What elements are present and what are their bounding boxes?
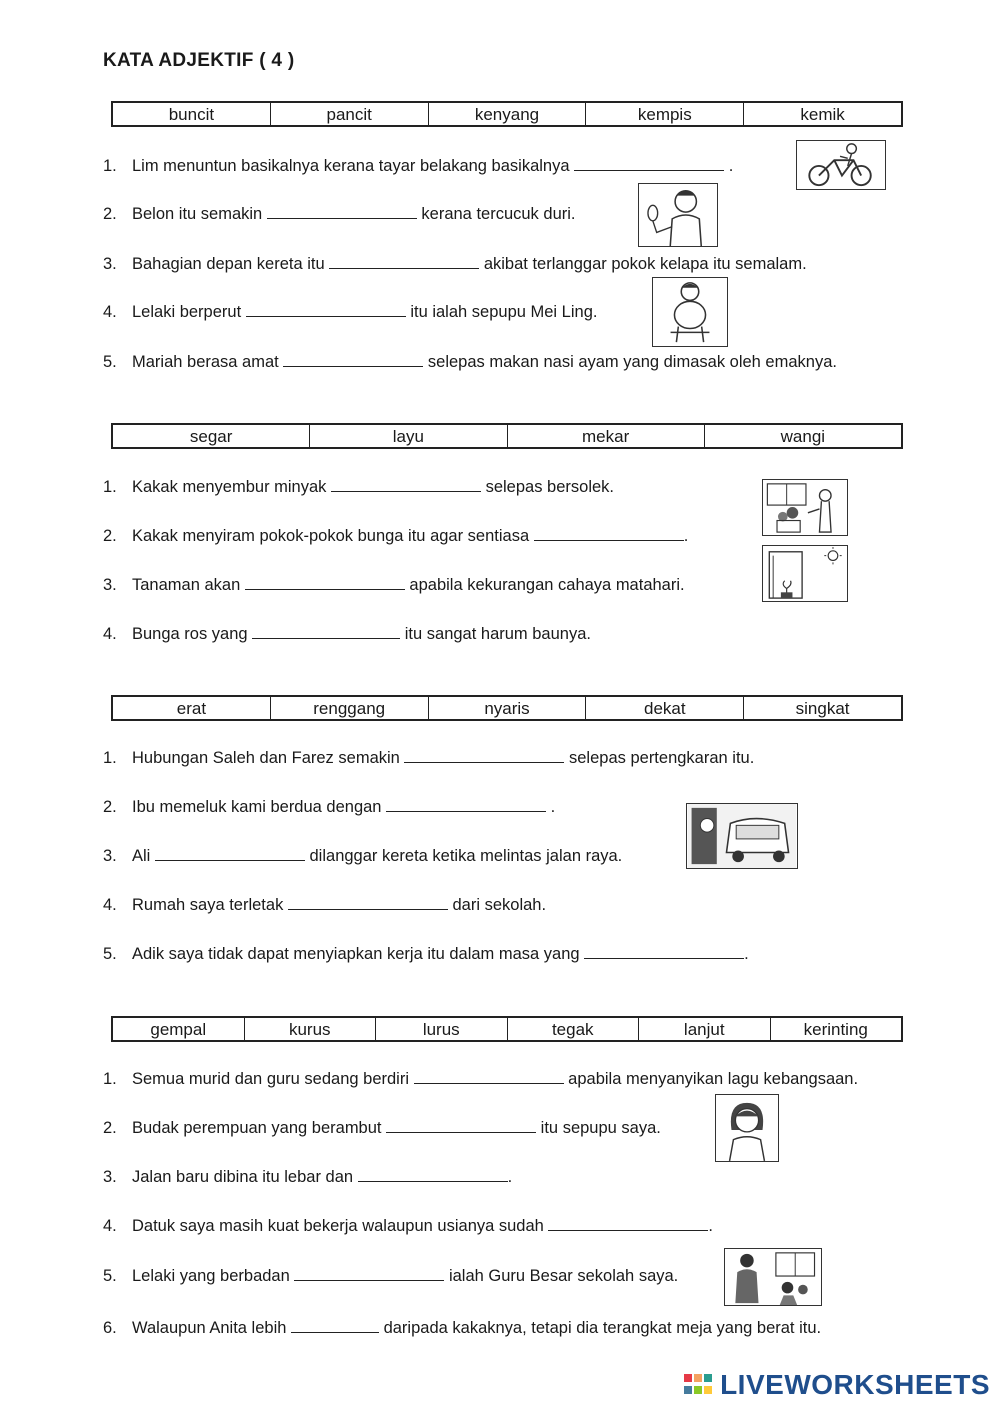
answer-blank[interactable] (291, 1318, 379, 1333)
word-bank-word: kemik (800, 105, 845, 124)
question: 3. Bahagian depan kereta itu akibat terlanggar pokok kelapa itu semalam. (103, 255, 807, 273)
answer-blank[interactable] (283, 352, 423, 367)
question: 1. Hubungan Saleh dan Farez semakin selepas pertengkaran itu. (103, 749, 755, 767)
question: 2. Budak perempuan yang berambut itu sepupu saya. (103, 1119, 661, 1137)
question: 4. Bunga ros yang itu sangat harum baunya. (103, 625, 591, 643)
liveworksheets-logo (682, 1369, 990, 1401)
liveworksheets-logo-icon (682, 1370, 716, 1400)
question: 2. Ibu memeluk kami berdua dengan . (103, 798, 556, 816)
answer-blank[interactable] (574, 156, 724, 171)
word-bank-word: buncit (113, 103, 271, 125)
fat-man-illustration (652, 277, 728, 347)
car-accident-illustration (686, 803, 798, 869)
word-bank-word: lurus (376, 1018, 508, 1040)
question: 4. Lelaki berperut itu ialah sepupu Mei Ling. (103, 303, 598, 321)
question: 1. Lim menuntun basikalnya kerana tayar belakang basikalnya . (103, 157, 734, 175)
answer-blank[interactable] (358, 1167, 508, 1182)
answer-blank[interactable] (245, 575, 405, 590)
question: 5. Lelaki yang berbadan ialah Guru Besar sekolah saya. (103, 1267, 679, 1285)
word-bank-word: dekat (586, 697, 744, 719)
answer-blank[interactable] (584, 944, 744, 959)
answer-blank[interactable] (404, 748, 564, 763)
question: 3. Tanaman akan apabila kekurangan cahaya matahari. (103, 576, 685, 594)
word-bank-word: layu (310, 425, 507, 447)
question: 4. Rumah saya terletak dari sekolah. (103, 896, 547, 914)
headmaster-illustration (724, 1248, 822, 1306)
boy-balloon-illustration (638, 183, 718, 247)
word-bank-word: pancit (271, 103, 429, 125)
word-bank-word: nyaris (429, 697, 587, 719)
question: 6. Walaupun Anita lebih daripada kakaknya, tetapi dia terangkat meja yang berat itu. (103, 1319, 822, 1337)
word-bank-word: gempal (113, 1018, 245, 1040)
answer-blank[interactable] (267, 204, 417, 219)
word-bank-word: segar (113, 425, 310, 447)
bicycle-illustration (796, 140, 886, 190)
word-bank-word: kempis (586, 103, 744, 125)
answer-blank[interactable] (155, 846, 305, 861)
answer-blank[interactable] (252, 624, 400, 639)
girl-straight-hair-illustration (715, 1094, 779, 1162)
question: 3. Ali dilanggar kereta ketika melintas jalan raya. (103, 847, 623, 865)
answer-blank[interactable] (246, 302, 406, 317)
answer-blank[interactable] (548, 1216, 708, 1231)
answer-blank[interactable] (329, 254, 479, 269)
answer-blank[interactable] (294, 1266, 444, 1281)
word-bank-2 (111, 423, 903, 449)
answer-blank[interactable] (331, 477, 481, 492)
word-bank-word: renggang (271, 697, 429, 719)
question: 1. Semua murid dan guru sedang berdiri apabila menyanyikan lagu kebangsaan. (103, 1070, 859, 1088)
word-bank-3 (111, 695, 903, 721)
window-plant-sun-illustration (762, 545, 848, 602)
answer-blank[interactable] (288, 895, 448, 910)
word-bank-word: mekar (508, 425, 705, 447)
liveworksheets-wordmark: LIVEWORKSHEETS (720, 1369, 990, 1400)
word-bank-word: singkat (795, 699, 850, 718)
page-title: KATA ADJEKTIF ( 4 ) (103, 50, 295, 71)
girl-watering-plants-illustration (762, 479, 848, 536)
word-bank-word: kenyang (429, 103, 587, 125)
word-bank-word: lanjut (639, 1018, 771, 1040)
question: 2. Belon itu semakin kerana tercucuk duri. (103, 205, 576, 223)
answer-blank[interactable] (386, 1118, 536, 1133)
question: 1. Kakak menyembur minyak selepas bersolek. (103, 478, 614, 496)
word-bank-4 (111, 1016, 903, 1042)
word-bank-1 (111, 101, 903, 127)
word-bank-word: erat (113, 697, 271, 719)
word-bank-word: wangi (780, 427, 826, 446)
question: 5. Adik saya tidak dapat menyiapkan kerja itu dalam masa yang . (103, 945, 749, 963)
word-bank-word: kurus (245, 1018, 377, 1040)
question: 2. Kakak menyiram pokok-pokok bunga itu agar sentiasa . (103, 527, 689, 545)
question: 3. Jalan baru dibina itu lebar dan . (103, 1168, 513, 1186)
word-bank-word: tegak (508, 1018, 640, 1040)
question: 4. Datuk saya masih kuat bekerja walaupun usianya sudah . (103, 1217, 714, 1235)
question: 5. Mariah berasa amat selepas makan nasi ayam yang dimasak oleh emaknya. (103, 353, 837, 371)
answer-blank[interactable] (414, 1069, 564, 1084)
word-bank-word: kerinting (803, 1020, 868, 1039)
answer-blank[interactable] (386, 797, 546, 812)
answer-blank[interactable] (534, 526, 684, 541)
